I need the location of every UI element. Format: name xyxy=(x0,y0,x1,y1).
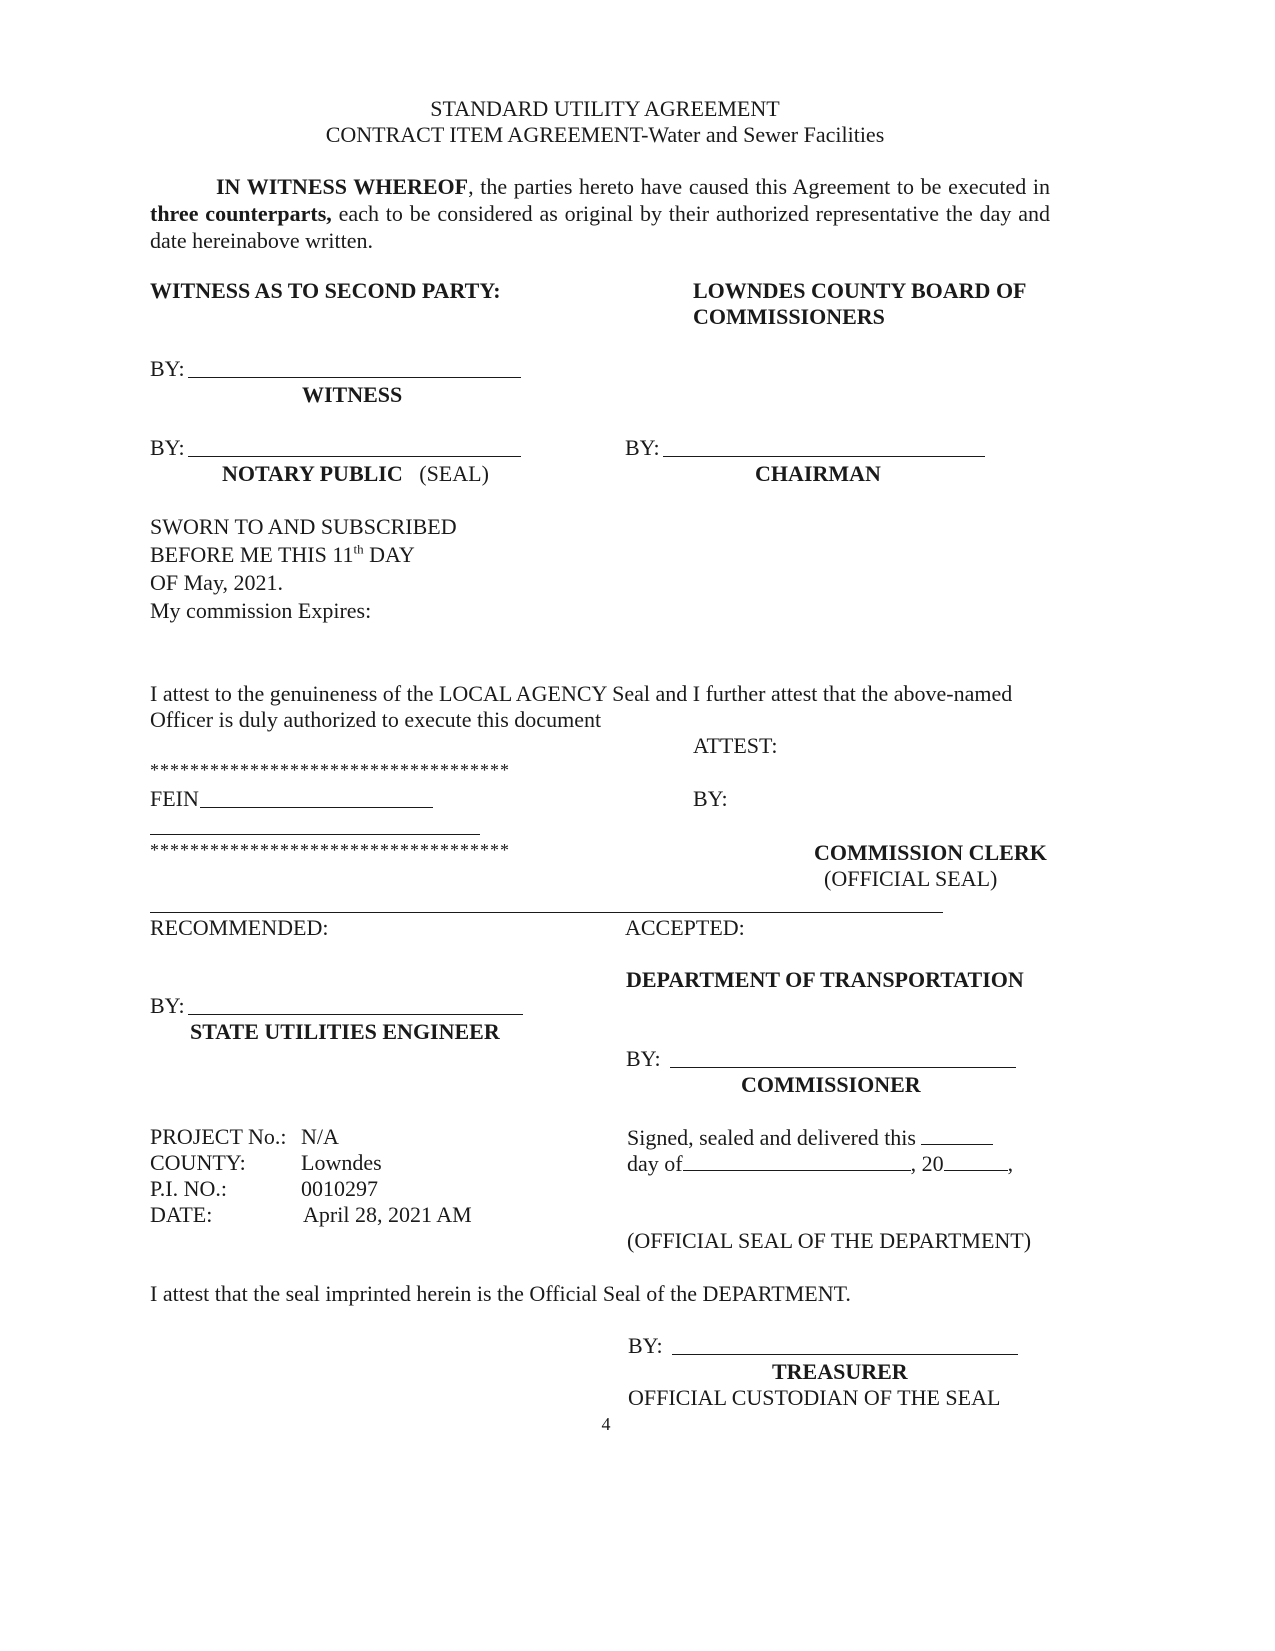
intro-text-1: , the parties hereto have caused this Agreement to be executed in xyxy=(468,174,1050,199)
notary-title: NOTARY PUBLIC xyxy=(222,461,403,486)
witness-heading: WITNESS AS TO SECOND PARTY: xyxy=(150,278,501,303)
commission-clerk-title: COMMISSION CLERK xyxy=(814,840,1047,865)
pi-value: 0010297 xyxy=(301,1176,378,1201)
document-title: STANDARD UTILITY AGREEMENT xyxy=(430,96,780,121)
recommended-label: RECOMMENDED: xyxy=(150,915,329,940)
county-label: COUNTY: xyxy=(150,1150,246,1175)
date-value: April 28, 2021 AM xyxy=(303,1202,472,1227)
sworn-line-3: OF May, 2021. xyxy=(150,570,284,595)
engineer-by-label: BY: xyxy=(150,993,185,1018)
notary-by-label: BY: xyxy=(150,435,185,460)
signed-year-field[interactable] xyxy=(944,1150,1008,1171)
sworn-line-2 xyxy=(150,542,415,568)
witness-title: WITNESS xyxy=(302,382,403,407)
department-heading: DEPARTMENT OF TRANSPORTATION xyxy=(626,967,1024,992)
signed-comma: , xyxy=(1007,1151,1014,1176)
attest-statement-line-1: I attest to the genuineness of the LOCAL AGENCY Seal and I further attest that the above-named xyxy=(150,681,1013,706)
commissioner-signature-line[interactable] xyxy=(670,1067,1016,1068)
county-board-heading-1: LOWNDES COUNTY BOARD OF xyxy=(693,278,1027,303)
notary-title-block xyxy=(222,461,489,487)
pi-label: P.I. NO.: xyxy=(150,1176,228,1201)
treasurer-custodian: OFFICIAL CUSTODIAN OF THE SEAL xyxy=(628,1385,1001,1410)
document-subtitle: CONTRACT ITEM AGREEMENT-Water and Sewer Facilities xyxy=(325,122,885,147)
signed-day-field[interactable] xyxy=(921,1124,993,1145)
attest-by-label: BY: xyxy=(693,786,728,811)
notary-signature-line[interactable] xyxy=(188,456,521,457)
signed-line-2 xyxy=(627,1150,1013,1177)
chairman-by-label: BY: xyxy=(625,435,660,460)
intro-paragraph xyxy=(150,173,1050,254)
page-number: 4 xyxy=(601,1414,611,1434)
commissioner-title: COMMISSIONER xyxy=(741,1072,921,1097)
commissioner-by-label: BY: xyxy=(626,1046,661,1071)
project-value: N/A xyxy=(301,1124,339,1149)
attest-statement-line-2: Officer is duly authorized to execute this document xyxy=(150,707,602,732)
sworn-line-2-post: DAY xyxy=(363,542,415,567)
intro-bold-counterparts: three counterparts, xyxy=(150,201,332,226)
treasurer-by-label: BY: xyxy=(628,1333,663,1358)
notary-seal-label: (SEAL) xyxy=(419,461,489,486)
county-board-heading-2: COMMISSIONERS xyxy=(693,304,885,329)
chairman-title: CHAIRMAN xyxy=(755,461,881,486)
engineer-signature-line[interactable] xyxy=(188,1014,523,1015)
intro-lead: IN WITNESS WHEREOF xyxy=(216,174,469,199)
signed-month-field[interactable] xyxy=(683,1150,911,1171)
sworn-line-4: My commission Expires: xyxy=(150,598,372,623)
accepted-label: ACCEPTED: xyxy=(625,915,745,940)
sworn-line-1: SWORN TO AND SUBSCRIBED xyxy=(150,514,457,539)
signed-text: Signed, sealed and delivered this xyxy=(627,1125,916,1150)
treasurer-title: TREASURER xyxy=(772,1359,908,1384)
engineer-title: STATE UTILITIES ENGINEER xyxy=(190,1019,500,1044)
signed-line-1 xyxy=(627,1124,993,1151)
section-divider xyxy=(150,912,943,913)
county-value: Lowndes xyxy=(301,1150,382,1175)
chairman-signature-line[interactable] xyxy=(663,456,985,457)
witness-by-label: BY: xyxy=(150,356,185,381)
intro-text-2: each to be considered as original by their authorized representative the day and date hereinabove written. xyxy=(150,201,1050,253)
seal-attest-statement: I attest that the seal imprinted herein is the Official Seal of the DEPARTMENT. xyxy=(150,1281,851,1306)
witness-signature-line[interactable] xyxy=(188,377,521,378)
signed-dayof-text: day of xyxy=(627,1151,683,1176)
fein-label: FEIN xyxy=(150,786,199,811)
date-label: DATE: xyxy=(150,1202,213,1227)
department-official-seal: (OFFICIAL SEAL OF THE DEPARTMENT) xyxy=(627,1228,1032,1253)
attest-label: ATTEST: xyxy=(693,733,778,758)
fein-stars-bottom: ************************************ xyxy=(150,840,510,860)
treasurer-signature-line[interactable] xyxy=(672,1354,1018,1355)
sworn-line-2-pre: BEFORE ME THIS 11 xyxy=(150,542,354,567)
clerk-official-seal: (OFFICIAL SEAL) xyxy=(824,866,998,891)
signed-comma-20: , 20 xyxy=(910,1151,944,1176)
fein-stars-top: ************************************ xyxy=(150,760,510,780)
fein-field-line[interactable] xyxy=(200,807,433,808)
fein-extra-line xyxy=(150,834,480,835)
project-label: PROJECT No.: xyxy=(150,1124,287,1149)
sworn-line-2-sup: th xyxy=(353,541,364,557)
